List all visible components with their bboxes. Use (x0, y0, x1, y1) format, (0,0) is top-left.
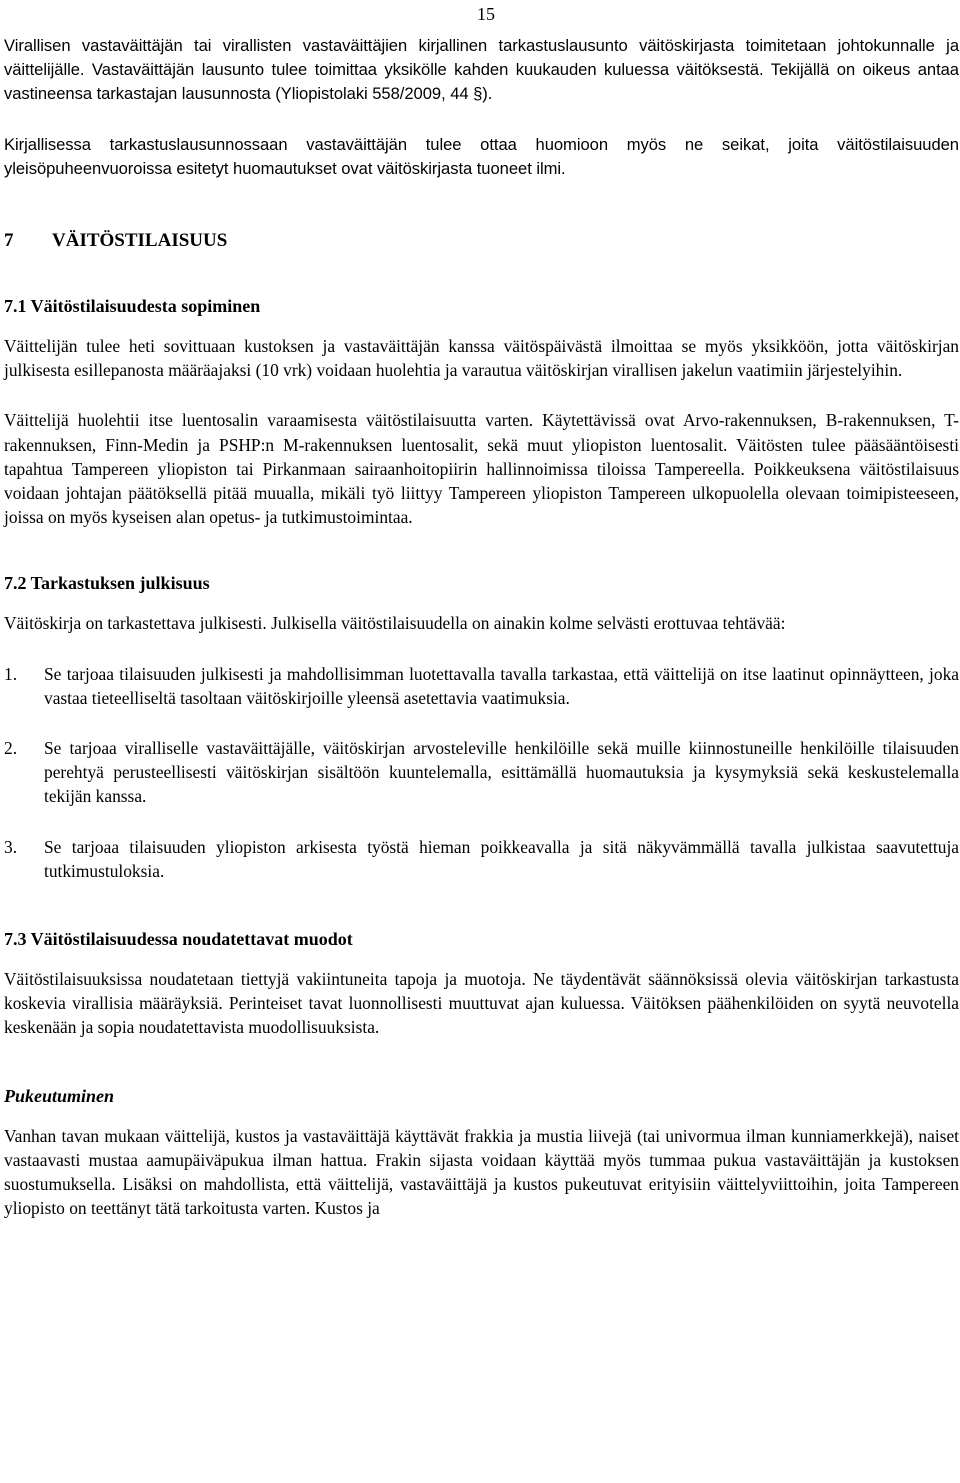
list-item-text: Se tarjoaa tilaisuuden yliopiston arkisesta työstä hieman poikkeavalla ja sitä näkyvämmällä tavalla julkistaa saavutettuja tutkimustuloksia. (44, 836, 959, 881)
chapter-number: 7 (4, 230, 14, 252)
section-7-2-paragraph-1: Väitöskirja on tarkastettava julkisesti. Julkisella väitöstilaisuudella on ainakin kolme selvästi erottuvaa tehtävää: (4, 613, 786, 634)
section-7-2-heading: 7.2 Tarkastuksen julkisuus (4, 573, 210, 594)
dress-heading: Pukeutuminen (4, 1085, 115, 1106)
list-item-number: 3. (4, 836, 18, 857)
intro-paragraph-2: Kirjallisessa tarkastuslausunnossaan vastaväittäjän tulee ottaa huomioon myös ne seikat, joita väitöstilaisuuden yleisöpuheenvuoroissa esitetyt huomautukset ovat väitöskirjasta tuoneet ilmi. (4, 134, 959, 178)
list-item-number: 1. (4, 663, 18, 684)
list-item-text: Se tarjoaa viralliselle vastaväittäjälle, väitöskirjan arvosteleville henkilöille sekä muille kiinnostuneille henkilöille tilaisuuden perehtyä perusteellisesti väitöskirjan sisältöön kuuntelemalla, esittämällä huomautuksia ja kysymyksiä sekä keskustelemalla tekijän kanssa. (44, 738, 959, 807)
section-7-3-paragraph-1: Väitöstilaisuuksissa noudatetaan tiettyjä vakiintuneita tapoja ja muotoja. Ne täydentävät säännöksissä olevia väitöskirjan tarkastusta koskevia virallisia määräyksiä. Perinteiset tavat luonnollisesti muuttuvat ajan kuluessa. Väitöksen päähenkilöiden on syytä neuvotella keskenään ja sopia noudatettavista muodollisuuksista. (4, 969, 959, 1038)
page-number: 15 (477, 4, 495, 24)
list-item-number: 2. (4, 738, 18, 759)
section-7-1-heading: 7.1 Väitöstilaisuudesta sopiminen (4, 296, 261, 317)
section-7-1-paragraph-2: Väittelijä huolehtii itse luentosalin varaamisesta väitöstilaisuutta varten. Käytettävissä ovat Arvo-rakennuksen, B-rakennuksen, T-rakennuksen, Finn-Medin ja PSHP:n M-rakennuksen luentosalit, sekä muut yliopiston luentosalit. Väitösten tulee pääsääntöisesti tapahtua Tampereen yliopiston tai Pirkanmaan sairaanhoitopiirin hallinnoimissa tiloissa Tampereella. Poikkeuksena väitöstilaisuus voidaan johtajan päätöksellä pitää muualla, mikäli työ liittyy Tampereen yliopiston Tampereen ulkopuolella olevaan toimipisteeseen, joissa on myös kyseisen alan opetus- ja tutkimustoimintaa. (4, 410, 959, 528)
chapter-title: VÄITÖSTILAISUUS (52, 230, 228, 252)
list-item (4, 662, 959, 710)
intro-paragraph-1: Virallisen vastaväittäjän tai virallisten vastaväittäjien kirjallinen tarkastuslausunto väitöskirjasta toimitetaan johtokunnalle ja väittelijälle. Vastaväittäjän lausunto tulee toimittaa yksikölle kahden kuukauden kuluessa väitöksestä. Tekijällä on oikeus antaa vastineensa tarkastajan lausunnosta (Yliopistolaki 558/2009, 44 §). (4, 36, 959, 104)
list-item (4, 835, 959, 883)
publicity-tasks-list (4, 662, 959, 883)
section-7-1-paragraph-1: Väittelijän tulee heti sovittuaan kustoksen ja vastaväittäjän kanssa väitöspäivästä ilmoittaa se myös yksikköön, jotta väitöskirjan julkisesta esillepanosta määräajaksi (10 vrk) voidaan huolehtia ja varautua väitöskirjan virallisen jakelun vaatimiin järjestelyihin. (4, 336, 959, 381)
chapter-heading (4, 229, 959, 253)
list-item-text: Se tarjoaa tilaisuuden julkisesti ja mahdollisimman luotettavalla tavalla tarkastaa, että väittelijä on itse laatinut opinnäytteen, joka vastaa tieteelliseltä tasoltaan väitöskirjoille yleensä asetettavia vaatimuksia. (44, 663, 959, 708)
section-7-3-heading: 7.3 Väitöstilaisuudessa noudatettavat muodot (4, 929, 353, 950)
list-item (4, 736, 959, 809)
dress-paragraph-1: Vanhan tavan mukaan väittelijä, kustos ja vastaväittäjä käyttävät frakkia ja mustia liivejä (tai univormua ilman kunniamerkkejä), naiset vastaavasti mustaa aamupäiväpukua ilman hattua. Frakin sijasta voidaan käyttää myös tummaa pukua vastaväittäjän ja kustoksen suostumuksella. Lisäksi on mahdollista, että väittelijä, vastaväittäjä ja kustos pukeutuvat erityisiin väittelyviittoihin, joita Tampereen yliopisto on teettänyt tätä tarkoitusta varten. Kustos ja (4, 1125, 959, 1219)
document-body (4, 34, 959, 1220)
